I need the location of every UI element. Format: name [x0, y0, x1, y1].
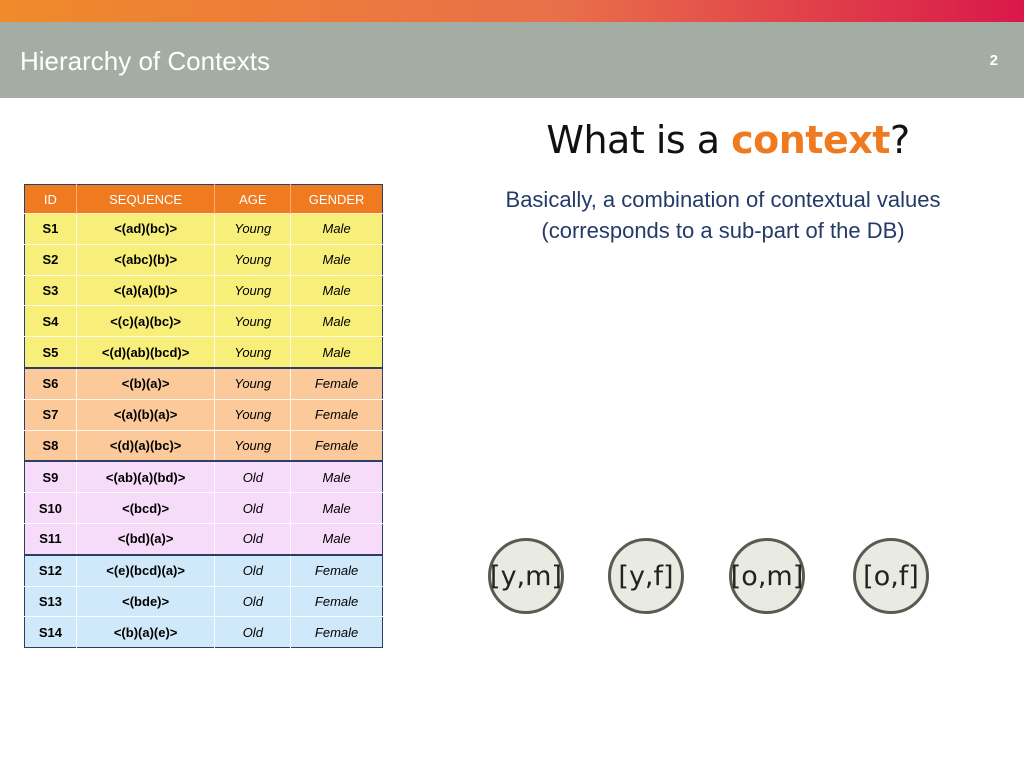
cell-id: S1 [25, 214, 77, 245]
cell-age: Old [215, 586, 291, 617]
cell-age: Young [215, 337, 291, 368]
slide-title: Hierarchy of Contexts [20, 46, 270, 76]
cell-id: S14 [25, 617, 77, 648]
table-row [25, 275, 383, 306]
slide-header [0, 22, 1024, 98]
question-prefix: What is a [546, 118, 732, 162]
cell-age: Young [215, 306, 291, 337]
cell-sequence: <(c)(a)(bc)> [76, 306, 215, 337]
cell-id: S6 [25, 368, 77, 399]
table-row [25, 586, 383, 617]
table-row [25, 306, 383, 337]
cell-id: S11 [25, 523, 77, 554]
cell-gender: Male [291, 523, 383, 554]
table-row [25, 493, 383, 524]
cell-gender: Female [291, 586, 383, 617]
cell-sequence: <(bd)(a)> [76, 523, 215, 554]
table-row [25, 523, 383, 554]
table-row [25, 214, 383, 245]
cell-id: S3 [25, 275, 77, 306]
cell-sequence: <(b)(a)(e)> [76, 617, 215, 648]
table-row [25, 555, 383, 586]
table-row [25, 617, 383, 648]
table-row [25, 337, 383, 368]
context-node-old-female: [o,f] [853, 538, 929, 614]
question-heading [480, 118, 976, 162]
cell-id: S2 [25, 244, 77, 275]
cell-age: Young [215, 368, 291, 399]
cell-age: Old [215, 523, 291, 554]
cell-sequence: <(abc)(b)> [76, 244, 215, 275]
cell-id: S9 [25, 461, 77, 492]
cell-sequence: <(d)(a)(bc)> [76, 430, 215, 461]
cell-id: S7 [25, 399, 77, 430]
cell-age: Young [215, 430, 291, 461]
header-id: ID [25, 185, 77, 214]
cell-sequence: <(bcd)> [76, 493, 215, 524]
cell-age: Old [215, 493, 291, 524]
cell-gender: Female [291, 430, 383, 461]
cell-sequence: <(d)(ab)(bcd)> [76, 337, 215, 368]
cell-gender: Male [291, 306, 383, 337]
top-gradient-bar [0, 0, 1024, 22]
cell-id: S8 [25, 430, 77, 461]
cell-age: Young [215, 399, 291, 430]
table-body [25, 214, 383, 648]
cell-sequence: <(b)(a)> [76, 368, 215, 399]
cell-gender: Female [291, 399, 383, 430]
definition-line-2: (corresponds to a sub-part of the DB) [541, 218, 905, 243]
context-node-young-female: [y,f] [608, 538, 684, 614]
table-row [25, 399, 383, 430]
cell-id: S10 [25, 493, 77, 524]
header-gender: GENDER [291, 185, 383, 214]
cell-id: S4 [25, 306, 77, 337]
cell-age: Young [215, 214, 291, 245]
table-row [25, 461, 383, 492]
cell-age: Young [215, 244, 291, 275]
cell-gender: Male [291, 244, 383, 275]
cell-gender: Female [291, 368, 383, 399]
cell-sequence: <(a)(b)(a)> [76, 399, 215, 430]
question-suffix: ? [889, 118, 910, 162]
cell-sequence: <(a)(a)(b)> [76, 275, 215, 306]
cell-gender: Male [291, 337, 383, 368]
header-sequence: SEQUENCE [76, 185, 215, 214]
cell-id: S13 [25, 586, 77, 617]
sequence-table [24, 184, 383, 648]
definition-text [450, 184, 996, 246]
cell-gender: Male [291, 275, 383, 306]
page-number: 2 [989, 52, 998, 69]
table-row [25, 430, 383, 461]
cell-id: S12 [25, 555, 77, 586]
cell-sequence: <(e)(bcd)(a)> [76, 555, 215, 586]
cell-age: Old [215, 555, 291, 586]
context-node-young-male: [y,m] [488, 538, 564, 614]
table-row [25, 244, 383, 275]
cell-id: S5 [25, 337, 77, 368]
cell-gender: Female [291, 555, 383, 586]
definition-line-1: Basically, a combination of contextual values [505, 187, 941, 212]
header-age: AGE [215, 185, 291, 214]
table-header-row [25, 185, 383, 214]
cell-sequence: <(bde)> [76, 586, 215, 617]
cell-gender: Male [291, 493, 383, 524]
cell-gender: Female [291, 617, 383, 648]
context-node-old-male: [o,m] [729, 538, 805, 614]
cell-age: Young [215, 275, 291, 306]
cell-sequence: <(ad)(bc)> [76, 214, 215, 245]
table-row [25, 368, 383, 399]
question-highlight: context [731, 118, 890, 162]
cell-sequence: <(ab)(a)(bd)> [76, 461, 215, 492]
cell-gender: Male [291, 214, 383, 245]
cell-age: Old [215, 617, 291, 648]
cell-gender: Male [291, 461, 383, 492]
cell-age: Old [215, 461, 291, 492]
